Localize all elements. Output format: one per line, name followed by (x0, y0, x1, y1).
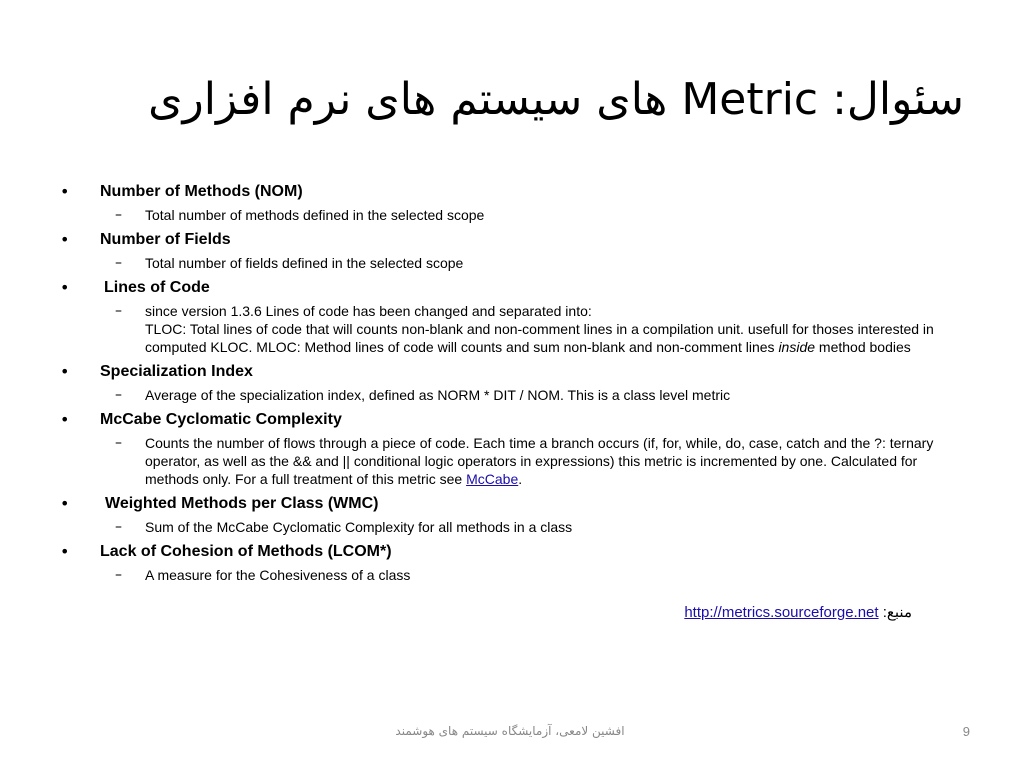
dash-icon: – (115, 255, 122, 271)
sub-item-text: Total number of fields defined in the selected scope (145, 255, 464, 271)
source-label: منبع: (882, 604, 912, 621)
sub-item-italic: inside (778, 339, 816, 355)
item-title: Specialization Index (100, 363, 253, 380)
dash-icon: – (115, 519, 122, 535)
sub-item-text-part: . (518, 471, 523, 487)
list-item (60, 408, 970, 488)
sub-item (115, 302, 970, 356)
dash-icon: – (115, 207, 122, 223)
item-title: McCabe Cyclomatic Complexity (100, 411, 342, 428)
dash-icon: – (115, 435, 122, 451)
item-title: Lack of Cohesion of Methods (LCOM*) (100, 543, 392, 560)
sub-item-text-part: TLOC: Total lines of code that will counts non-blank and non-comment lines in a compilation unit. usefull for thoses interested in computed KLOC. MLOC: Method lines of code will counts and sum non-blank and non-comment lines (145, 321, 934, 355)
item-title: Weighted Methods per Class (WMC) (105, 495, 379, 512)
sub-item-line: since version 1.3.6 Lines of code has been changed and separated into: (145, 303, 592, 319)
bullet-list (60, 180, 970, 584)
dash-icon: – (115, 303, 122, 319)
sub-item (115, 566, 970, 584)
list-item (60, 540, 970, 584)
item-title: Number of Methods (NOM) (100, 183, 303, 200)
source-link[interactable]: http://metrics.sourceforge.net (684, 604, 879, 621)
bullet-icon: • (60, 410, 70, 429)
sub-item-text-part: Counts the number of flows through a piece of code. Each time a branch occurs (if, for, while, do, case, catch and the ?: ternary operator, as well as the && and || conditional logic operators in expressions) this metric is incremented by one. Calculated for methods only. For a full treatment of this metric see (145, 435, 934, 487)
sub-item-text-part: method bodies (815, 339, 911, 355)
sub-item (115, 254, 970, 272)
bullet-icon: • (60, 278, 70, 297)
page-number: 9 (962, 724, 970, 739)
slide-title: سئوال: Metric های سیستم های نرم افزاری (148, 74, 964, 125)
list-item (60, 180, 970, 224)
dash-icon: – (115, 567, 122, 583)
list-item (60, 360, 970, 404)
dash-icon: – (115, 387, 122, 403)
sub-item (115, 518, 970, 536)
list-item (60, 492, 970, 536)
sub-item-text: Total number of methods defined in the selected scope (145, 207, 485, 223)
sub-item-text: Sum of the McCabe Cyclomatic Complexity for all methods in a class (145, 519, 573, 535)
sub-item (115, 434, 970, 488)
item-title: Lines of Code (104, 279, 210, 296)
bullet-icon: • (60, 542, 70, 561)
footer-author: افشین لامعی، آزمایشگاه سیستم های هوشمند (395, 724, 625, 738)
source-line (600, 603, 912, 621)
list-item (60, 276, 970, 356)
sub-item-text (145, 434, 965, 488)
sub-item-text: A measure for the Cohesiveness of a class (145, 567, 411, 583)
sub-item (115, 386, 970, 404)
bullet-icon: • (60, 230, 70, 249)
bullet-icon: • (60, 182, 70, 201)
bullet-icon: • (60, 494, 70, 513)
sub-item-text: Average of the specialization index, defined as NORM * DIT / NOM. This is a class level metric (145, 387, 731, 403)
sub-item-line (145, 320, 965, 356)
item-title: Number of Fields (100, 231, 231, 248)
list-item (60, 228, 970, 272)
mccabe-link[interactable]: McCabe (466, 471, 519, 487)
sub-item (115, 206, 970, 224)
bullet-icon: • (60, 362, 70, 381)
sub-item-text (145, 302, 965, 356)
